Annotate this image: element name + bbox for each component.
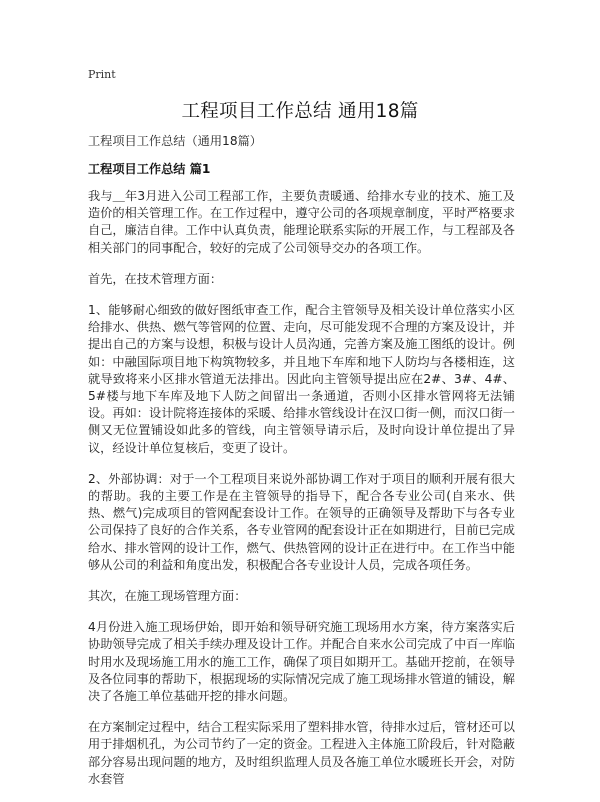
paragraph: 在方案制定过程中，结合工程实际采用了塑料排水管，待排水过后，管材还可以用于排烟机孔，为公司节约了一定的资金。工程进入主体施工阶段后，针对隐蔽部分容易出现问题的地方，及时组织监理人员及各施工单位水暖班长开会，对防水套管 <box>88 720 515 786</box>
paragraph: 1、能够耐心细致的做好图纸审查工作，配合主管领导及相关设计单位落实小区给排水、供热、燃气等管网的位置、走向，尽可能发现不合理的方案及设计，并提出自己的方案与设想，积极与设计人员沟通，完善方案及施工图纸的设计。例如：中融国际项目地下构筑物较多，并且地下车库和地下人防均与各楼相连，这就导致将来小区排水管道无法排出。因此向主管领导提出应在2#、3#、4#、5#楼与地下车库及地下人防之间留出一条通道，否则小区排水管网将无法铺设。再如：设计院将连接体的采暖、给排水管线设计在汉口街一侧，而汉口街一侧又无位置铺设如此多的管线，向主管领导请示后，及时向设计单位提出了异议，经设计单位复核后，变更了设计。 <box>88 303 515 455</box>
document-body <box>88 188 515 802</box>
document-subtitle: 工程项目工作总结（通用18篇） <box>88 134 262 148</box>
document-title: 工程项目工作总结 通用18篇 <box>181 101 419 122</box>
paragraph: 其次，在施工现场管理方面： <box>88 589 247 604</box>
section-heading: 工程项目工作总结 篇1 <box>88 162 211 176</box>
paragraph: 首先，在技术管理方面： <box>88 271 223 286</box>
paragraph: 4月份进入施工现场伊始，即开始和领导研究施工现场用水方案，待方案落实后协助领导完成了相关手续办理及设计工作。并配合自来水公司完成了中百一库临时用水及现场施工用水的施工工作，确保了项目如期开工。基础开挖前，在领导及各位同事的帮助下，根据现场的实际情况完成了施工现场排水管道的铺设，解决了各施工单位基础开挖的排水问题。 <box>88 620 515 704</box>
paragraph: 我与＿年3月进入公司工程部工作，主要负责暖通、给排水专业的技术、施工及造价的相关管理工作。在工作过程中，遵守公司的各项规章制度，平时严格要求自己，廉洁自律。工作中认真负责，能理论联系实际的开展工作，与工程部及各相关部门的同事配合，较好的完成了公司领导交办的各项工作。 <box>88 189 515 255</box>
print-label: Print <box>88 68 116 81</box>
paragraph: 2、外部协调：对于一个工程项目来说外部协调工作对于项目的顺利开展有很大的帮助。我的主要工作是在主管领导的指导下，配合各专业公司(自来水、供热、燃气)完成项目的管网配套设计工作。在领导的正确领导及帮助下与各专业公司保持了良好的合作关系，各专业管网的配套设计正在如期进行，目前已完成给水、排水管网的设计工作，燃气、供热管网的设计正在进行中。在工作当中能够从公司的利益和角度出发，积极配合各专业设计人员，完成各项任务。 <box>88 471 515 572</box>
